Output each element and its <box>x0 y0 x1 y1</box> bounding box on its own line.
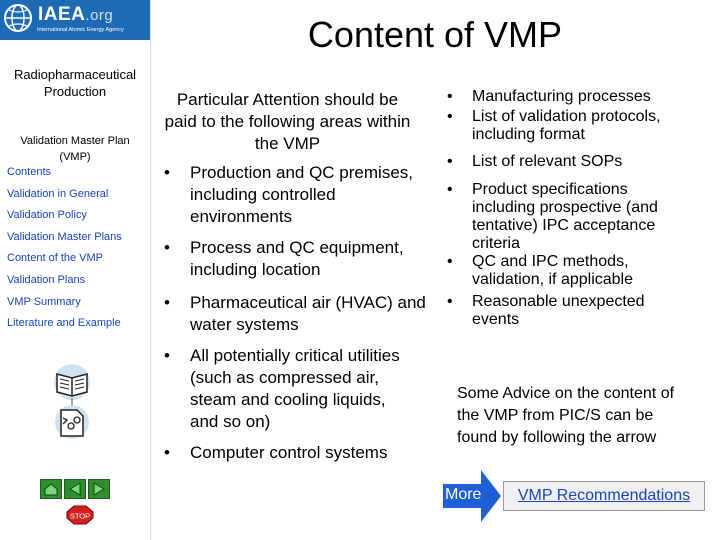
list-item: • Product specifications including prospective (and tentative) IPC acceptance criteria <box>447 181 658 252</box>
list-item: • Process and QC equipment, including location <box>164 238 404 279</box>
bullet-icon: • <box>447 88 453 105</box>
logo-subtitle: International Atomic Energy Agency <box>37 27 124 33</box>
home-button[interactable] <box>40 479 62 499</box>
sidebar <box>0 0 151 540</box>
list-item: • List of relevant SOPs <box>447 153 623 170</box>
list-item: • Manufacturing processes <box>447 88 651 105</box>
back-arrow-icon <box>65 480 85 498</box>
home-icon <box>41 480 61 498</box>
list-item: • QC and IPC methods, validation, if applicable <box>447 253 633 288</box>
bullet-icon: • <box>447 293 453 310</box>
globe-icon <box>3 3 33 33</box>
sidebar-item-literature-and-example[interactable]: Literature and Example <box>7 317 121 329</box>
list-item: • Production and QC premises, including controlled environments <box>164 163 413 226</box>
bullet-icon: • <box>164 443 170 462</box>
bullet-icon: • <box>164 163 170 182</box>
advice-text: Some Advice on the content of the VMP from PIC/S can be found by following the arrow <box>457 385 675 446</box>
bullet-icon: • <box>164 293 170 312</box>
sidebar-item-validation-in-general[interactable]: Validation in General <box>7 188 109 200</box>
list-item: • All potentially critical utilities (such as compressed air, steam and cooling liquids, and so on) <box>164 346 400 431</box>
bullet-icon: • <box>164 238 170 257</box>
sidebar-item-content-of-vmp[interactable]: Content of the VMP <box>7 252 103 264</box>
intro-text: Particular Attention should be paid to the following areas within the VMP <box>164 90 411 153</box>
vmp-recommendations-link[interactable]: VMP Recommendations <box>503 481 705 511</box>
sidebar-item-vmp-summary[interactable]: VMP Summary <box>7 296 81 308</box>
list-item: • List of validation protocols, including format <box>447 108 661 143</box>
list-item: • Computer control systems <box>164 443 388 462</box>
next-slide-button[interactable] <box>88 479 110 499</box>
bullet-icon: • <box>447 153 453 170</box>
sidebar-section-title: Validation Master Plan (VMP) <box>20 135 130 163</box>
sidebar-item-validation-master-plans[interactable]: Validation Master Plans <box>7 231 122 243</box>
bullet-icon: • <box>447 253 453 270</box>
list-item: • Pharmaceutical air (HVAC) and water systems <box>164 293 426 334</box>
stop-label: STOP <box>69 511 91 521</box>
previous-slide-button[interactable] <box>64 479 86 499</box>
sidebar-item-contents[interactable]: Contents <box>7 166 52 178</box>
more-label: More <box>445 486 482 503</box>
forward-arrow-icon <box>89 480 109 498</box>
sidebar-item-validation-policy[interactable]: Validation Policy <box>7 209 87 221</box>
iaea-logo <box>0 0 150 40</box>
sidebar-item-validation-plans[interactable]: Validation Plans <box>7 274 86 286</box>
bullet-icon: • <box>164 346 170 365</box>
logo-name: IAEA.org <box>38 4 114 25</box>
page-title: Content of VMP <box>307 14 563 55</box>
stop-button[interactable] <box>66 505 94 525</box>
bullet-icon: • <box>447 108 453 125</box>
bullet-icon: • <box>447 181 453 198</box>
list-item: • Reasonable unexpected events <box>447 293 645 328</box>
book-paper-icon <box>47 362 97 442</box>
sidebar-title: Radiopharmaceutical Production <box>13 67 137 99</box>
